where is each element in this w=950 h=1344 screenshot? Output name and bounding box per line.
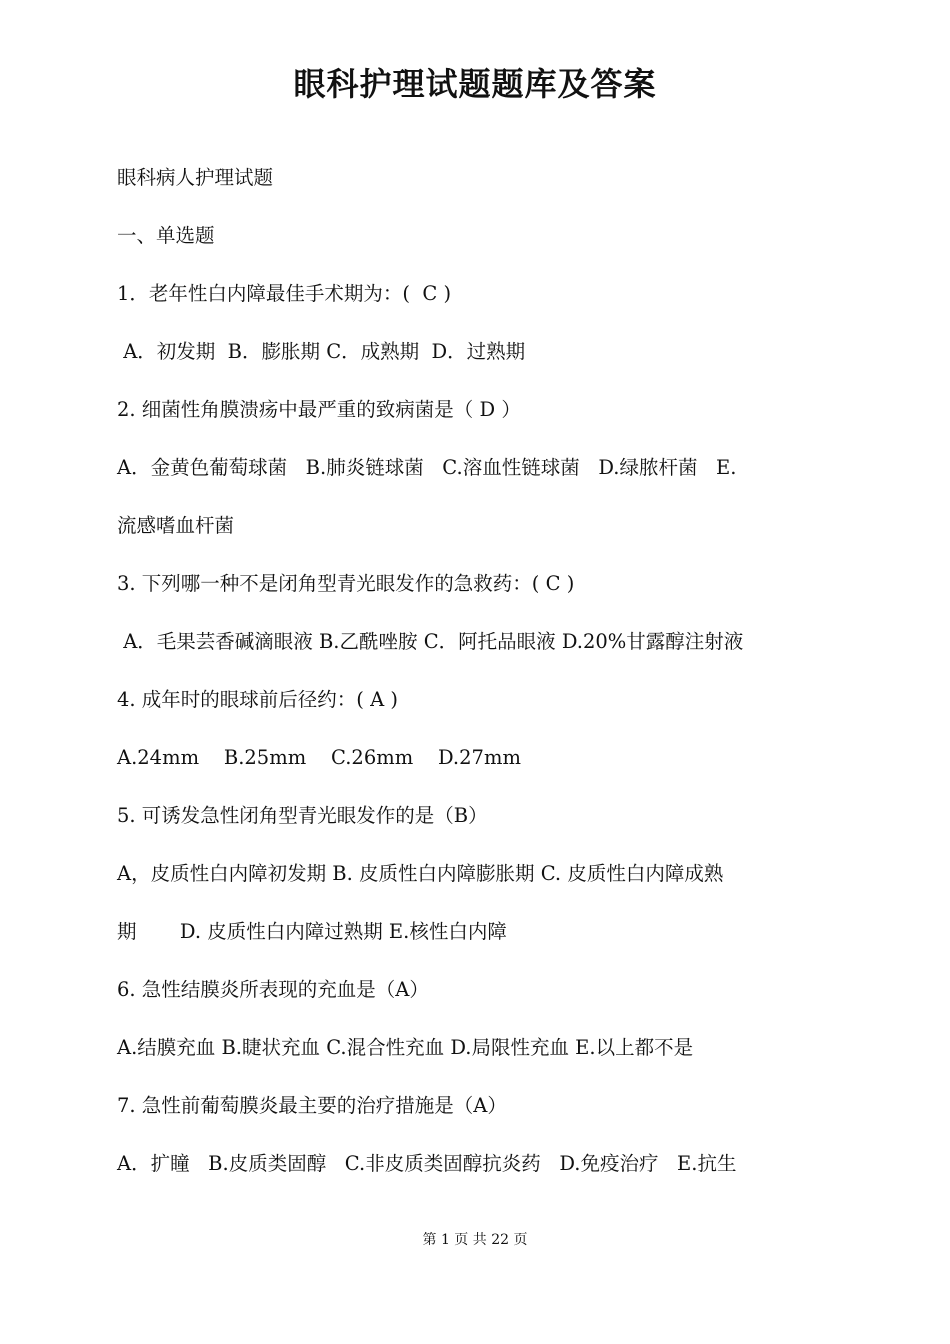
document-body bbox=[117, 160, 837, 1204]
question-1: 1．老年性白内障最佳手术期为：( C ) bbox=[117, 282, 452, 305]
question-5-options: A，皮质性白内障初发期 B. 皮质性白内障膨胀期 C. 皮质性白内障成熟 bbox=[117, 862, 724, 885]
page-footer: 第 1 页 共 22 页 bbox=[422, 1232, 528, 1248]
question-3: 3. 下列哪一种不是闭角型青光眼发作的急救药：( C ) bbox=[117, 572, 575, 595]
question-7-options: A．扩瞳 B.皮质类固醇 C.非皮质类固醇抗炎药 D.免疫治疗 E.抗生 bbox=[117, 1152, 737, 1175]
question-1-options: A．初发期 B．膨胀期 C．成熟期 D．过熟期 bbox=[117, 340, 526, 363]
question-2-options-cont: 流感嗜血杆菌 bbox=[117, 514, 235, 537]
document-title: 眼科护理试题题库及答案 bbox=[293, 65, 657, 103]
question-6-options: A.结膜充血 B.睫状充血 C.混合性充血 D.局限性充血 E.以上都不是 bbox=[117, 1036, 694, 1059]
question-3-options: A．毛果芸香碱滴眼液 B.乙酰唑胺 C．阿托品眼液 D.20%甘露醇注射液 bbox=[117, 630, 744, 653]
question-7: 7. 急性前葡萄膜炎最主要的治疗措施是（A） bbox=[117, 1094, 507, 1117]
section-heading: 眼科病人护理试题 bbox=[117, 166, 274, 189]
question-5-options-cont: 期 D. 皮质性白内障过熟期 E.核性白内障 bbox=[117, 920, 507, 943]
question-2: 2. 细菌性角膜溃疡中最严重的致病菌是（ D ） bbox=[117, 398, 521, 421]
question-4: 4. 成年时的眼球前后径约：( A ) bbox=[117, 688, 398, 711]
question-6: 6. 急性结膜炎所表现的充血是（A） bbox=[117, 978, 429, 1001]
question-5: 5. 可诱发急性闭角型青光眼发作的是（B） bbox=[117, 804, 488, 827]
question-2-options: A．金黄色葡萄球菌 B.肺炎链球菌 C.溶血性链球菌 D.绿脓杆菌 E. bbox=[117, 456, 737, 479]
section-subheading: 一、单选题 bbox=[117, 224, 215, 247]
question-4-options: A.24mm B.25mm C.26mm D.27mm bbox=[117, 746, 521, 769]
